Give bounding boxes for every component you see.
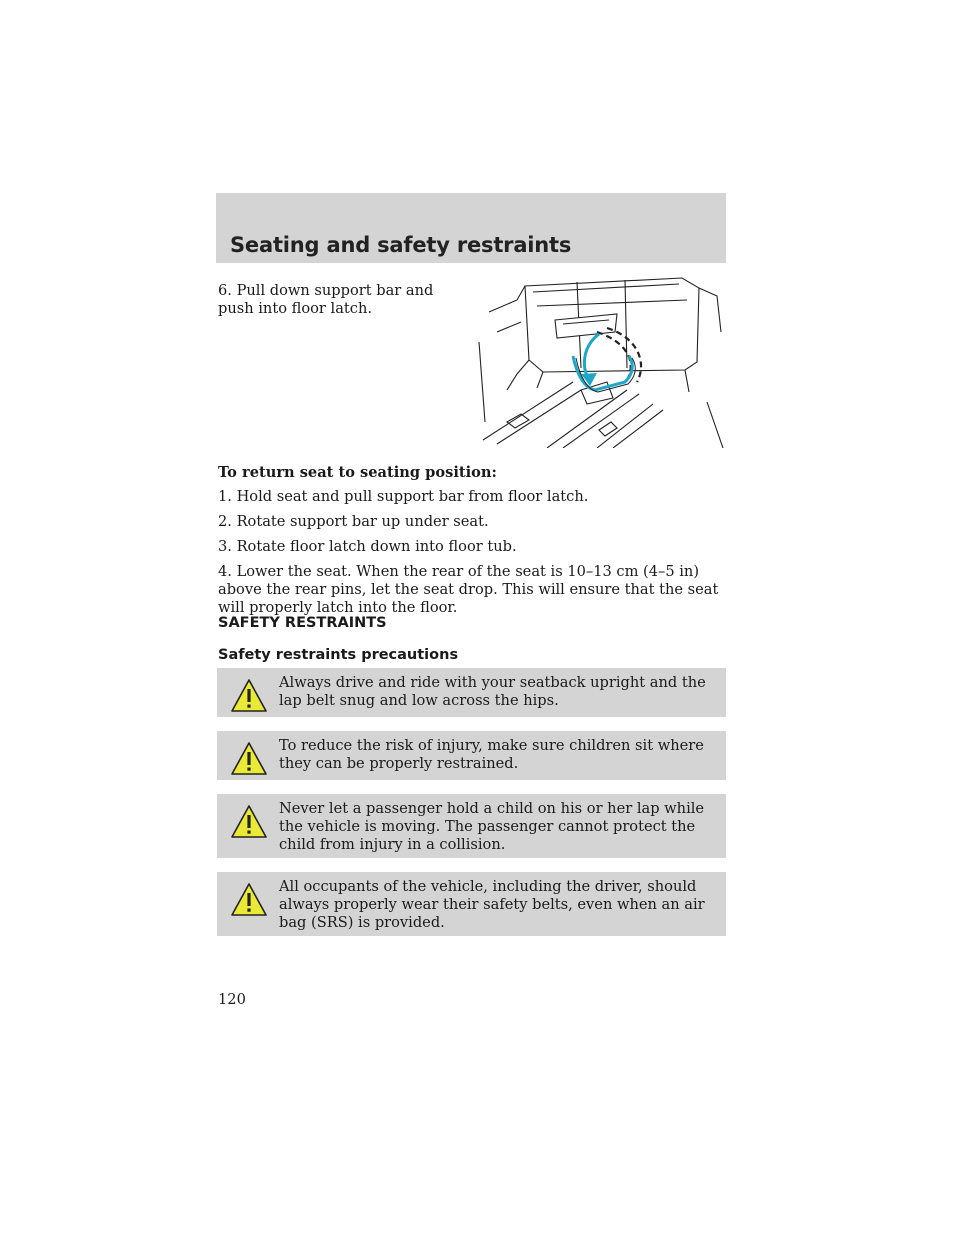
warning-text: Always drive and ride with your seatback upright and the lap belt snug and low across the hips. (279, 674, 706, 709)
warning-icon (229, 740, 269, 778)
return-seat-heading: To return seat to seating position: (218, 464, 497, 481)
warning-icon (229, 881, 269, 919)
section-title: Seating and safety restraints (230, 233, 572, 257)
warning-text: To reduce the risk of injury, make sure children sit where they can be properly restrained. (279, 737, 704, 772)
warning-box (217, 731, 726, 780)
warning-box (217, 872, 726, 936)
warning-icon (229, 677, 269, 715)
return-seat-steps (218, 488, 728, 624)
list-item: 4. Lower the seat. When the rear of the seat is 10–13 cm (4–5 in) above the rear pins, let the seat drop. This will ensure that the seat will properly latch into the floor. (218, 563, 719, 616)
header-band (216, 193, 726, 263)
page-number: 120 (218, 991, 246, 1008)
list-item: 1. Hold seat and pull support bar from floor latch. (218, 488, 589, 505)
precautions-heading: Safety restraints precautions (218, 647, 459, 663)
list-item: 3. Rotate floor latch down into floor tub. (218, 538, 517, 555)
seat-support-bar-illustration (477, 272, 727, 448)
warning-text: Never let a passenger hold a child on his or her lap while the vehicle is moving. The passenger cannot protect the child from injury in a collision. (279, 800, 705, 853)
warning-box (217, 668, 726, 717)
list-item: 2. Rotate support bar up under seat. (218, 513, 489, 530)
step-6-text: 6. Pull down support bar and push into floor latch. (218, 282, 434, 317)
warning-text: All occupants of the vehicle, including the driver, should always properly wear their safety belts, even when an air bag (SRS) is provided. (279, 878, 705, 931)
warning-box (217, 794, 726, 858)
warning-icon (229, 803, 269, 841)
safety-restraints-heading: SAFETY RESTRAINTS (218, 615, 387, 631)
